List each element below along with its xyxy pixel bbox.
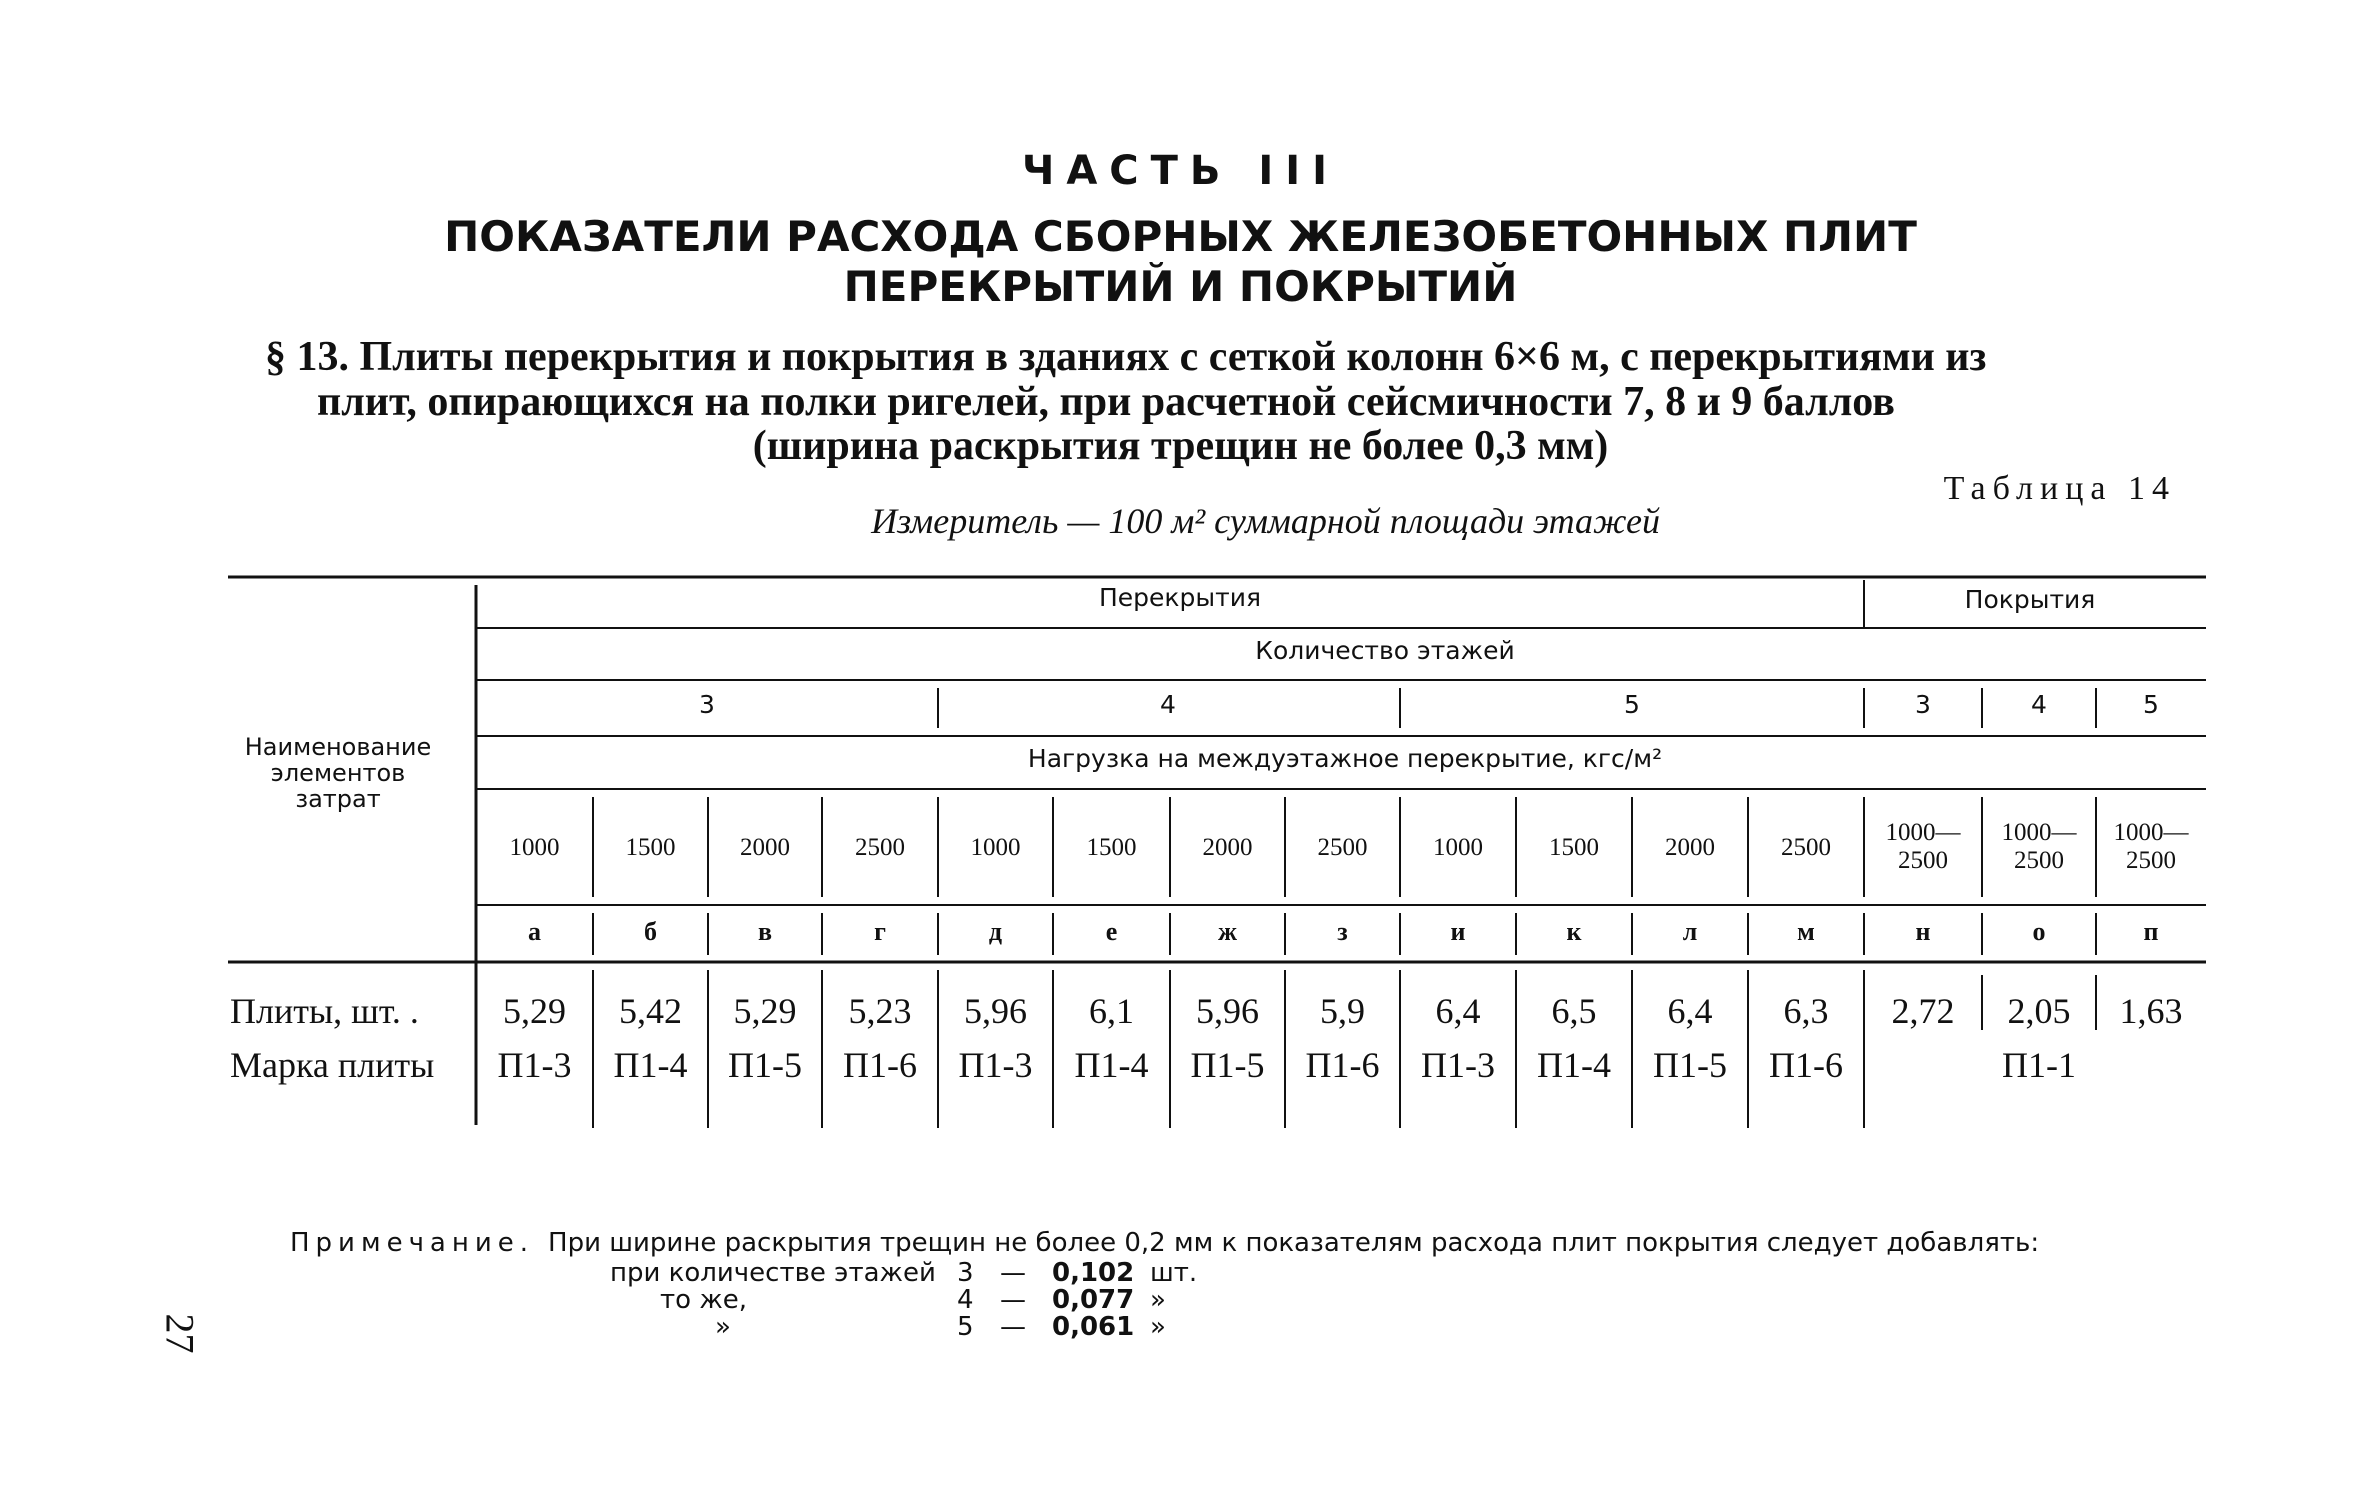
body-cell-value: 6,3 (1783, 991, 1829, 1031)
body-row-label: Плиты, шт. . (230, 991, 419, 1031)
measure-unit: Измеритель — 100 м² суммарной площади этажей (871, 501, 1660, 541)
body-cell-value: 6,5 (1551, 991, 1597, 1031)
body-cell-value: 5,29 (503, 991, 566, 1031)
body-cell-value: 5,9 (1320, 991, 1365, 1031)
page-number: 27 (157, 1313, 203, 1354)
floor-group-label: 3 (699, 690, 715, 719)
note-text: При ширине раскрытия трещин не более 0,2 мм к показателям расхода плит покрытия следует добавлять: (548, 1228, 2040, 1258)
column-letter: л (1682, 917, 1698, 946)
body-cell-value: П1-4 (613, 1045, 688, 1085)
body-cell-value: 2,72 (1891, 991, 1955, 1031)
note-row-dash: — (1000, 1285, 1026, 1315)
body-cell-value: П1-6 (843, 1045, 917, 1085)
section-title-line-1: § 13. Плиты перекрытия и покрытия в зданиях с сеткой колонн 6×6 м, с перекрытиями из (265, 334, 1987, 380)
body-cell-value: П1-4 (1537, 1045, 1611, 1085)
main-title-line-1: ПОКАЗАТЕЛИ РАСХОДА СБОРНЫХ ЖЕЛЕЗОБЕТОННЫХ ПЛИТ (444, 212, 1917, 261)
part-title: ЧАСТЬ III (1022, 148, 1339, 194)
load-value: 1500 (1086, 834, 1137, 861)
column-letter: к (1566, 917, 1582, 946)
load-value: 2000 (740, 834, 790, 861)
table-label: Таблица 14 (1943, 470, 2176, 507)
body-cell-value: П1-3 (1421, 1045, 1495, 1085)
body-cell-value: 2,05 (2007, 991, 2071, 1031)
body-cell-value: 6,4 (1435, 991, 1481, 1031)
note-label: Примечание. (290, 1228, 535, 1258)
roof-floor-label: 4 (2031, 690, 2047, 719)
column-letter: в (757, 917, 773, 946)
body-cell-value: П1-4 (1074, 1045, 1149, 1085)
roof-load-value: 2500 (2014, 847, 2064, 874)
note-row-floors: 4 (957, 1285, 974, 1315)
row-header-label: затрат (295, 785, 381, 813)
roof-floor-label: 5 (2143, 690, 2159, 719)
load-value: 1000 (970, 834, 1021, 861)
load-value: 1500 (625, 834, 676, 861)
column-letter: и (1450, 917, 1466, 946)
group-roof-header: Покрытия (1964, 585, 2096, 614)
load-value: 2000 (1665, 834, 1715, 861)
note-row-value: 0,061 (1052, 1312, 1135, 1342)
floor-group-label: 4 (1160, 690, 1176, 719)
roof-load-value: 1000— (2001, 819, 2077, 846)
note-row (0, 1258, 1300, 1288)
column-letter: д (988, 917, 1003, 946)
note-row-unit: » (1150, 1312, 1166, 1342)
roof-plate-mark: П1-1 (2002, 1045, 2076, 1085)
body-cell-value: 6,4 (1667, 991, 1713, 1031)
roof-load-value: 2500 (1898, 847, 1948, 874)
table-cells (230, 583, 2190, 1085)
roof-load-value: 1000— (1885, 819, 1961, 846)
note-row-unit: шт. (1150, 1258, 1198, 1288)
column-letter: ж (1218, 917, 1237, 946)
body-cell-value: 6,1 (1089, 991, 1134, 1031)
note-row-left: то же, (660, 1285, 748, 1315)
main-title-line-2: ПЕРЕКРЫТИЙ И ПОКРЫТИЙ (843, 262, 1518, 311)
floor-group-label: 5 (1624, 690, 1640, 719)
body-cell-value: 5,29 (733, 991, 797, 1031)
column-letter: м (1797, 917, 1815, 946)
load-value: 2000 (1202, 834, 1253, 861)
body-cell-value: П1-3 (497, 1045, 572, 1085)
note-row-dash: — (1000, 1312, 1026, 1342)
column-letter: е (1105, 917, 1118, 946)
row-header-label: Наименование (244, 733, 432, 761)
note-row-left: » (715, 1312, 731, 1342)
body-cell-value: 5,96 (964, 991, 1027, 1031)
note-row (0, 1285, 1300, 1315)
load-value: 1000 (1433, 834, 1483, 861)
section-title-line-3: (ширина раскрытия трещин не более 0,3 мм) (752, 423, 1609, 469)
group-floors-header: Перекрытия (1099, 583, 1261, 612)
body-cell-value: 5,96 (1196, 991, 1259, 1031)
load-value: 2500 (855, 834, 905, 861)
column-letter: п (2143, 917, 2159, 946)
column-letter: н (1915, 917, 1931, 946)
column-letter: а (528, 917, 541, 946)
body-row-label: Марка плиты (230, 1045, 435, 1085)
column-letter: б (644, 917, 657, 946)
note-row-left: при количестве этажей (610, 1258, 936, 1288)
body-cell-value: П1-6 (1305, 1045, 1380, 1085)
load-value: 2500 (1317, 834, 1368, 861)
body-cell-value: П1-5 (728, 1045, 802, 1085)
column-letter: о (2032, 917, 2046, 946)
note-row-value: 0,077 (1052, 1285, 1135, 1315)
note-row-unit: » (1150, 1285, 1166, 1315)
body-cell-value: П1-3 (958, 1045, 1033, 1085)
note-row-value: 0,102 (1052, 1258, 1135, 1288)
body-cell-value: 1,63 (2119, 991, 2183, 1031)
body-cell-value: 5,23 (848, 991, 912, 1031)
roof-load-value: 1000— (2113, 819, 2189, 846)
load-value: 1000 (509, 834, 560, 861)
body-cell-value: П1-6 (1769, 1045, 1843, 1085)
note-row-floors: 3 (957, 1258, 974, 1288)
column-letter: г (874, 917, 886, 946)
body-cell-value: П1-5 (1653, 1045, 1727, 1085)
section-title-line-2: плит, опирающихся на полки ригелей, при расчетной сейсмичности 7, 8 и 9 баллов (317, 379, 1895, 425)
load-label: Нагрузка на междуэтажное перекрытие, кгс/м² (1027, 744, 1663, 773)
note-row-dash: — (1000, 1258, 1026, 1288)
body-cell-value: П1-5 (1190, 1045, 1265, 1085)
row-header-label: элементов (270, 759, 406, 787)
roof-floor-label: 3 (1915, 690, 1931, 719)
roof-load-value: 2500 (2126, 847, 2176, 874)
note (290, 1228, 2039, 1258)
floors-count-label: Количество этажей (1255, 636, 1515, 665)
load-value: 2500 (1781, 834, 1831, 861)
note-row-floors: 5 (957, 1312, 974, 1342)
load-value: 1500 (1549, 834, 1599, 861)
body-cell-value: 5,42 (619, 991, 682, 1031)
column-letter: з (1337, 917, 1348, 946)
